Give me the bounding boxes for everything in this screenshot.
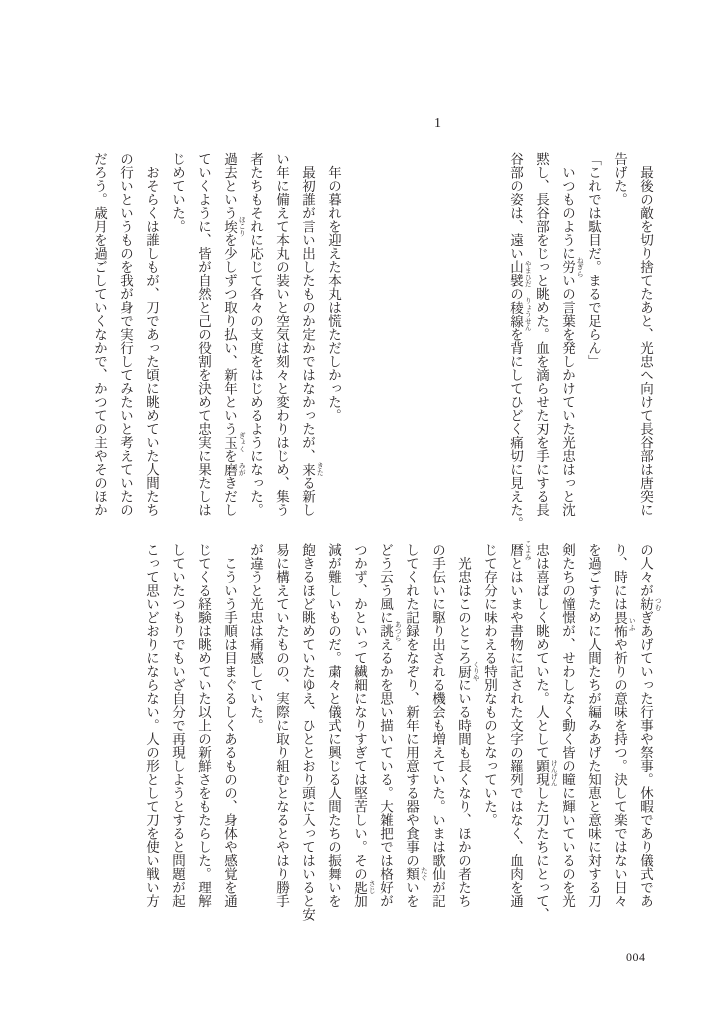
- text-run: こって思いどおりにならない。人の形として刀を使い戦い方: [143, 543, 159, 908]
- ruby-group: [299, 462, 324, 477]
- text-run: 年の暮れを迎えた本丸は慌ただしかった。: [325, 152, 341, 422]
- ruby-annotation: あつら: [393, 620, 402, 641]
- ruby-annotation: いふ: [627, 617, 636, 631]
- ruby-annotation: くりや: [471, 661, 480, 682]
- ruby-annotation: つむ: [653, 597, 662, 611]
- text-line: [554, 543, 580, 915]
- text-run: きだし: [221, 476, 237, 517]
- text-run: 谷部の姿は、遠い: [507, 152, 523, 260]
- text-line: [502, 539, 532, 915]
- ruby-base: 厨: [455, 664, 471, 678]
- text-line: [424, 543, 450, 915]
- text-line: [346, 543, 376, 915]
- text-run: 告げた。: [611, 152, 627, 206]
- text-run: 過去という: [221, 152, 237, 220]
- text-run: 最初誰が言い出したものか定かではなかったが、: [299, 152, 315, 463]
- text-run: り、時には: [611, 543, 627, 611]
- ruby-base: 来: [299, 462, 315, 476]
- text-run: おそらくは誰しもが、刀であった頃に眺めていた人間たち: [143, 152, 159, 517]
- ruby-group: [507, 539, 532, 560]
- text-run: とはいまや書物に記された文字の羅列ではなく、血肉を通: [507, 556, 523, 908]
- text-run: えるかを思い描いている。大雑把では格好が: [377, 637, 393, 908]
- text-line: [580, 152, 606, 524]
- ruby-group: [221, 432, 246, 453]
- ruby-annotation: ねぎら: [575, 256, 584, 277]
- section-heading-line: [424, 116, 450, 488]
- ruby-group: [533, 759, 558, 786]
- text-run: い年に備えて本丸の装いと空気は刻々と変わりはじめ、集う: [273, 152, 289, 517]
- text-line: [398, 543, 428, 915]
- text-line: [242, 152, 268, 524]
- text-line: [632, 152, 658, 524]
- page-number: 004: [626, 950, 646, 964]
- text-run: じめていた。: [169, 152, 185, 233]
- text-run: つかず、かといって繊細になりすぎては堅苦しい。その: [351, 543, 367, 881]
- text-run: 忠は喜ばしく眺めていた。人として: [533, 543, 549, 759]
- ruby-annotation: きた: [315, 462, 324, 476]
- text-line: [138, 152, 164, 524]
- text-line: [138, 543, 164, 915]
- ruby-group: [403, 867, 428, 881]
- ruby-base: 紡: [637, 597, 653, 611]
- ruby-annotation: りょうせん: [523, 297, 532, 331]
- text-line: [268, 152, 294, 524]
- text-line: [632, 543, 662, 915]
- text-run: にいる時間も長くなり、ほかの者たち: [455, 678, 471, 908]
- text-run: 加: [351, 894, 367, 908]
- text-line: [450, 543, 480, 915]
- ruby-group: [637, 597, 662, 611]
- text-line: [190, 543, 216, 915]
- upper-text-block: [86, 116, 658, 530]
- text-run: や祈りの意味を持つ。決して楽ではない日々: [611, 637, 627, 908]
- text-run: だろう。歳月を過ごしていくなかで、かつての主やそのほか: [91, 152, 107, 517]
- text-line: [476, 543, 502, 915]
- ruby-group: [507, 260, 532, 287]
- text-line: [112, 152, 138, 524]
- text-run: の手伝いに駆り出される機会も増えていた。いまは歌仙が記: [429, 543, 445, 908]
- ruby-group: [559, 256, 584, 277]
- text-run: どう云う風に: [377, 543, 393, 624]
- ruby-base: 磨: [221, 462, 237, 476]
- text-line: [528, 152, 554, 524]
- text-run: いを: [403, 880, 419, 908]
- text-run: 易に構えていたものの、実際に取り組むとなるとやはり勝手: [273, 543, 289, 908]
- paragraph-group-before-section: [502, 152, 658, 530]
- text-run: 飽きるほど眺めていたゆえ、ひととおり頭に入ってはいると安: [299, 543, 315, 921]
- ruby-annotation: けんげん: [549, 759, 558, 786]
- ruby-base: 労: [559, 260, 575, 274]
- ruby-annotation: ぎょく: [237, 432, 246, 453]
- text-line: [190, 152, 216, 524]
- text-line: [216, 152, 246, 524]
- ruby-base: 暦: [507, 543, 523, 557]
- text-run: していたつもりでもいざ自分で再現しようとすると問題が起: [169, 543, 185, 908]
- section-number: 1: [430, 116, 445, 131]
- text-line: [320, 152, 346, 524]
- text-line: [294, 543, 320, 921]
- text-line: [554, 152, 584, 524]
- text-run: してくれた記録をなぞり、新年に用意する器や食事の: [403, 543, 419, 867]
- ruby-group: [611, 610, 636, 638]
- text-run: いの言葉を発しかけていた光忠はっと沈: [559, 273, 575, 517]
- ruby-annotation: みが: [237, 462, 246, 476]
- ruby-base: 誂: [377, 624, 393, 638]
- ruby-group: [507, 297, 532, 331]
- ruby-base: 稜線: [507, 300, 523, 328]
- text-line: [372, 543, 402, 915]
- text-line: [164, 543, 190, 915]
- text-run: こういう手順は目まぐるしくあるものの、身体や感覚を通: [221, 543, 237, 908]
- ruby-group: [221, 216, 246, 237]
- ruby-base: 埃: [221, 219, 237, 233]
- ruby-annotation: たぐ: [419, 867, 428, 881]
- text-run: を背にしてひどく痛切に見えた。: [507, 327, 523, 530]
- paragraph-group-after-section: [86, 152, 346, 524]
- text-run: 黙し、長谷部をじっと眺めた。血を滴らせた刃を手にする長: [533, 152, 549, 517]
- ruby-group: [377, 620, 402, 641]
- text-run: 光忠はこのところ: [455, 543, 471, 665]
- text-run: 減が難しいものだ。粛々と儀式に興じる人間たちの振舞いを: [325, 543, 341, 908]
- ruby-annotation: やまひだ: [523, 260, 532, 287]
- text-run: 最後の敵を切り捨てたあと、光忠へ向けて長谷部は唐突に: [637, 152, 653, 517]
- text-line: [606, 152, 632, 524]
- ruby-group: [221, 462, 246, 477]
- text-run: の人々が: [637, 543, 653, 597]
- ruby-group: [455, 661, 480, 682]
- text-run: 剣たちの憧憬が、せわしなく動く皆の瞳に輝いているのを光: [559, 543, 575, 908]
- text-run: の行いというものを我が身で実行してみたいと考えていたの: [117, 152, 133, 517]
- ruby-annotation: ほこり: [237, 216, 246, 237]
- text-line: [606, 543, 636, 915]
- text-run: 者たちもそれに応じて各々の支度をはじめるようになった。: [247, 152, 263, 517]
- text-run: いつものように: [559, 152, 575, 260]
- text-run: る新し: [299, 476, 315, 517]
- text-line: [294, 152, 324, 524]
- ruby-group: [351, 880, 376, 895]
- ruby-base: 類: [403, 867, 419, 881]
- ruby-annotation: こよみ: [523, 539, 532, 560]
- text-run: ぎあげていった行事や祭事。休暇であり儀式であ: [637, 610, 653, 908]
- ruby-annotation: さじ: [367, 880, 376, 894]
- text-run: の: [507, 287, 523, 301]
- ruby-base: 玉: [221, 435, 237, 449]
- lower-text-block: [138, 539, 662, 921]
- text-run: ていくように、皆が自然と己の役割を決めて忠実に果たしは: [195, 152, 211, 517]
- text-line: [528, 543, 558, 921]
- text-line: [164, 152, 190, 524]
- text-line: [580, 543, 606, 915]
- text-line: [242, 543, 268, 915]
- ruby-base: 匙: [351, 880, 367, 894]
- ruby-base: 山襞: [507, 260, 523, 287]
- text-run: 「これでは駄目だ。まるで足らん」: [585, 152, 601, 368]
- text-run: を過ごすために人間たちが編みあげた知恵と意味に対する刀: [585, 543, 601, 908]
- text-run: じてくる経験は眺めていた以上の新鮮さをもたらした。理解: [195, 543, 211, 908]
- text-run: を: [221, 449, 237, 463]
- text-line: [502, 152, 532, 530]
- text-run: した刀たちにとって、: [533, 786, 549, 921]
- section-heading: [346, 116, 450, 524]
- ruby-base: 畏怖: [611, 610, 627, 638]
- text-line: [268, 543, 294, 915]
- text-line: [320, 543, 346, 915]
- ruby-base: 顕現: [533, 759, 549, 786]
- text-line: [216, 543, 242, 915]
- text-line: [86, 152, 112, 524]
- text-run: を少しずつ取り払い、新年という: [221, 233, 237, 436]
- text-run: じて存分に味わえる特別なものとなっていた。: [481, 543, 497, 827]
- text-run: が違うと光忠は痛感していた。: [247, 543, 263, 732]
